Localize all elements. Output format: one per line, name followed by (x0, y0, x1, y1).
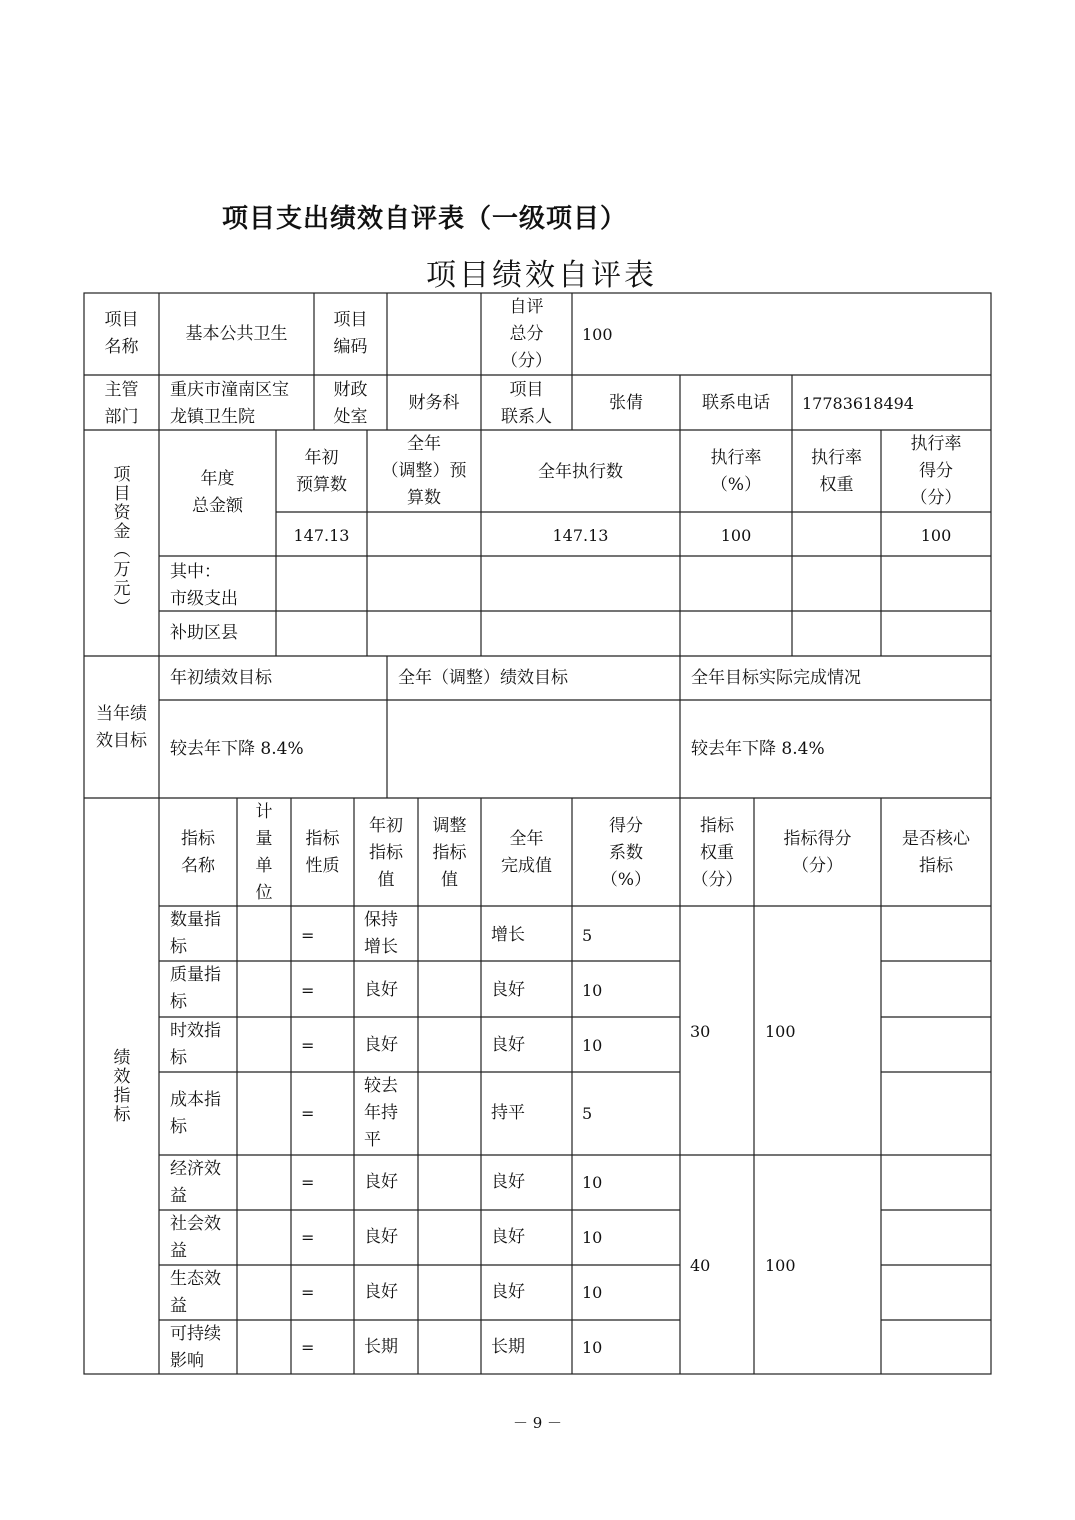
project-name-label: 项目 名称 (104, 310, 139, 357)
goals-col-initial: 年初绩效目标 (170, 668, 272, 688)
phone-value: 17783618494 (802, 394, 914, 413)
group2-weight: 40 (690, 1256, 711, 1275)
funds-col-weight: 执行率 权重 (811, 448, 862, 495)
self-score-value: 100 (582, 325, 613, 344)
ind-initial: 保持 增长 (364, 910, 398, 957)
ind-name: 生态效 益 (170, 1269, 221, 1316)
ind-nature: = (301, 981, 315, 1000)
funds-score-value: 100 (920, 526, 952, 545)
ind-col-unit: 计 量 单 位 (255, 802, 273, 903)
ind-col-score: 指标得分 （分） (783, 829, 852, 876)
funds-initial-value: 147.13 (293, 526, 350, 545)
phone-label: 联系电话 (702, 393, 770, 413)
ind-completed: 良好 (491, 1282, 525, 1302)
funds-col-adjusted: 全年 （调整）预 算数 (381, 434, 467, 508)
ind-coef: 10 (582, 1036, 603, 1055)
group2-score: 100 (765, 1256, 796, 1275)
ind-name: 数量指 标 (170, 910, 221, 957)
ind-initial: 良好 (364, 1282, 398, 1302)
project-name-value: 基本公共卫生 (185, 324, 288, 344)
dept-value: 重庆市潼南区宝 龙镇卫生院 (170, 380, 289, 427)
ind-completed: 良好 (491, 1035, 525, 1055)
ind-initial: 良好 (364, 1035, 398, 1055)
ind-initial: 良好 (364, 1227, 398, 1247)
indicators-section-label: 绩 效 指 标 (113, 1048, 131, 1125)
ind-nature: = (301, 926, 315, 945)
ind-coef: 10 (582, 1338, 603, 1357)
ind-coef: 10 (582, 1283, 603, 1302)
ind-completed: 增长 (491, 925, 525, 945)
ind-completed: 长期 (491, 1337, 525, 1357)
ind-name: 社会效 益 (170, 1214, 221, 1261)
funds-col-rate: 执行率 （%） (710, 448, 762, 495)
ind-col-completed: 全年 完成值 (501, 829, 552, 876)
goals-initial-value: 较去年下降 8.4% (170, 739, 304, 759)
ind-col-name: 指标 名称 (181, 829, 215, 876)
ind-initial: 长期 (364, 1337, 398, 1357)
ind-completed: 良好 (491, 1227, 525, 1247)
finance-office-label: 财政 处室 (333, 380, 368, 427)
ind-initial: 良好 (364, 980, 398, 1000)
ind-nature: = (301, 1104, 315, 1123)
goals-actual-value: 较去年下降 8.4% (691, 739, 825, 759)
ind-col-nature: 指标 性质 (305, 829, 340, 876)
ind-coef: 10 (582, 981, 603, 1000)
self-score-label: 自评 总分 （分） (501, 297, 552, 371)
ind-col-weight: 指标 权重 （分） (691, 816, 743, 890)
page-number: － 9 － (512, 1414, 563, 1432)
ind-name: 经济效 益 (170, 1159, 221, 1206)
funds-rate-value: 100 (720, 526, 752, 545)
group1-weight: 30 (690, 1022, 711, 1041)
ind-coef: 5 (582, 926, 593, 945)
funds-county-label: 补助区县 (170, 623, 238, 643)
ind-coef: 10 (582, 1228, 603, 1247)
funds-city-label: 其中： 市级支出 (170, 562, 238, 609)
ind-name: 时效指 标 (170, 1021, 221, 1068)
dept-label: 主管 部门 (104, 380, 139, 427)
ind-nature: = (301, 1036, 315, 1055)
ind-initial: 良好 (364, 1172, 398, 1192)
ind-col-adjusted: 调整 指标 值 (432, 816, 467, 890)
ind-col-core: 是否核心 指标 (902, 829, 970, 876)
goals-col-actual: 全年目标实际完成情况 (691, 668, 861, 688)
funds-col-score: 执行率 得分 （分） (910, 434, 962, 508)
goals-col-adjusted: 全年（调整）绩效目标 (398, 668, 568, 688)
ind-nature: = (301, 1228, 315, 1247)
ind-nature: = (301, 1283, 315, 1302)
funds-section-label: 项 目 资 金 ︵ 万 元 ︶ (113, 465, 131, 618)
document-title: 项目支出绩效自评表（一级项目） (222, 204, 628, 234)
funds-executed-value: 147.13 (552, 526, 609, 545)
funds-col-initial: 年初 预算数 (296, 448, 347, 495)
ind-completed: 良好 (491, 1172, 525, 1192)
form-title: 项目绩效自评表 (426, 258, 657, 293)
funds-col-total: 年度 总金额 (192, 469, 243, 516)
ind-initial: 较去 年持 平 (364, 1076, 398, 1150)
ind-completed: 良好 (491, 980, 525, 1000)
ind-nature: = (301, 1173, 315, 1192)
ind-col-initial: 年初 指标 值 (369, 816, 403, 890)
ind-col-coef: 得分 系数 （%） (600, 816, 652, 890)
contact-person-value: 张倩 (609, 393, 643, 413)
goals-section-label: 当年绩 效目标 (96, 704, 147, 751)
ind-coef: 5 (582, 1104, 593, 1123)
project-code-label: 项目 编码 (333, 310, 368, 357)
ind-name: 质量指 标 (170, 965, 221, 1012)
funds-col-executed: 全年执行数 (538, 462, 623, 482)
contact-person-label: 项目 联系人 (501, 380, 552, 427)
ind-name: 可持续 影响 (170, 1324, 221, 1371)
group1-score: 100 (765, 1022, 796, 1041)
ind-nature: = (301, 1338, 315, 1357)
ind-completed: 持平 (491, 1103, 525, 1123)
finance-office-value: 财务科 (408, 393, 460, 413)
ind-coef: 10 (582, 1173, 603, 1192)
ind-name: 成本指 标 (170, 1090, 221, 1137)
